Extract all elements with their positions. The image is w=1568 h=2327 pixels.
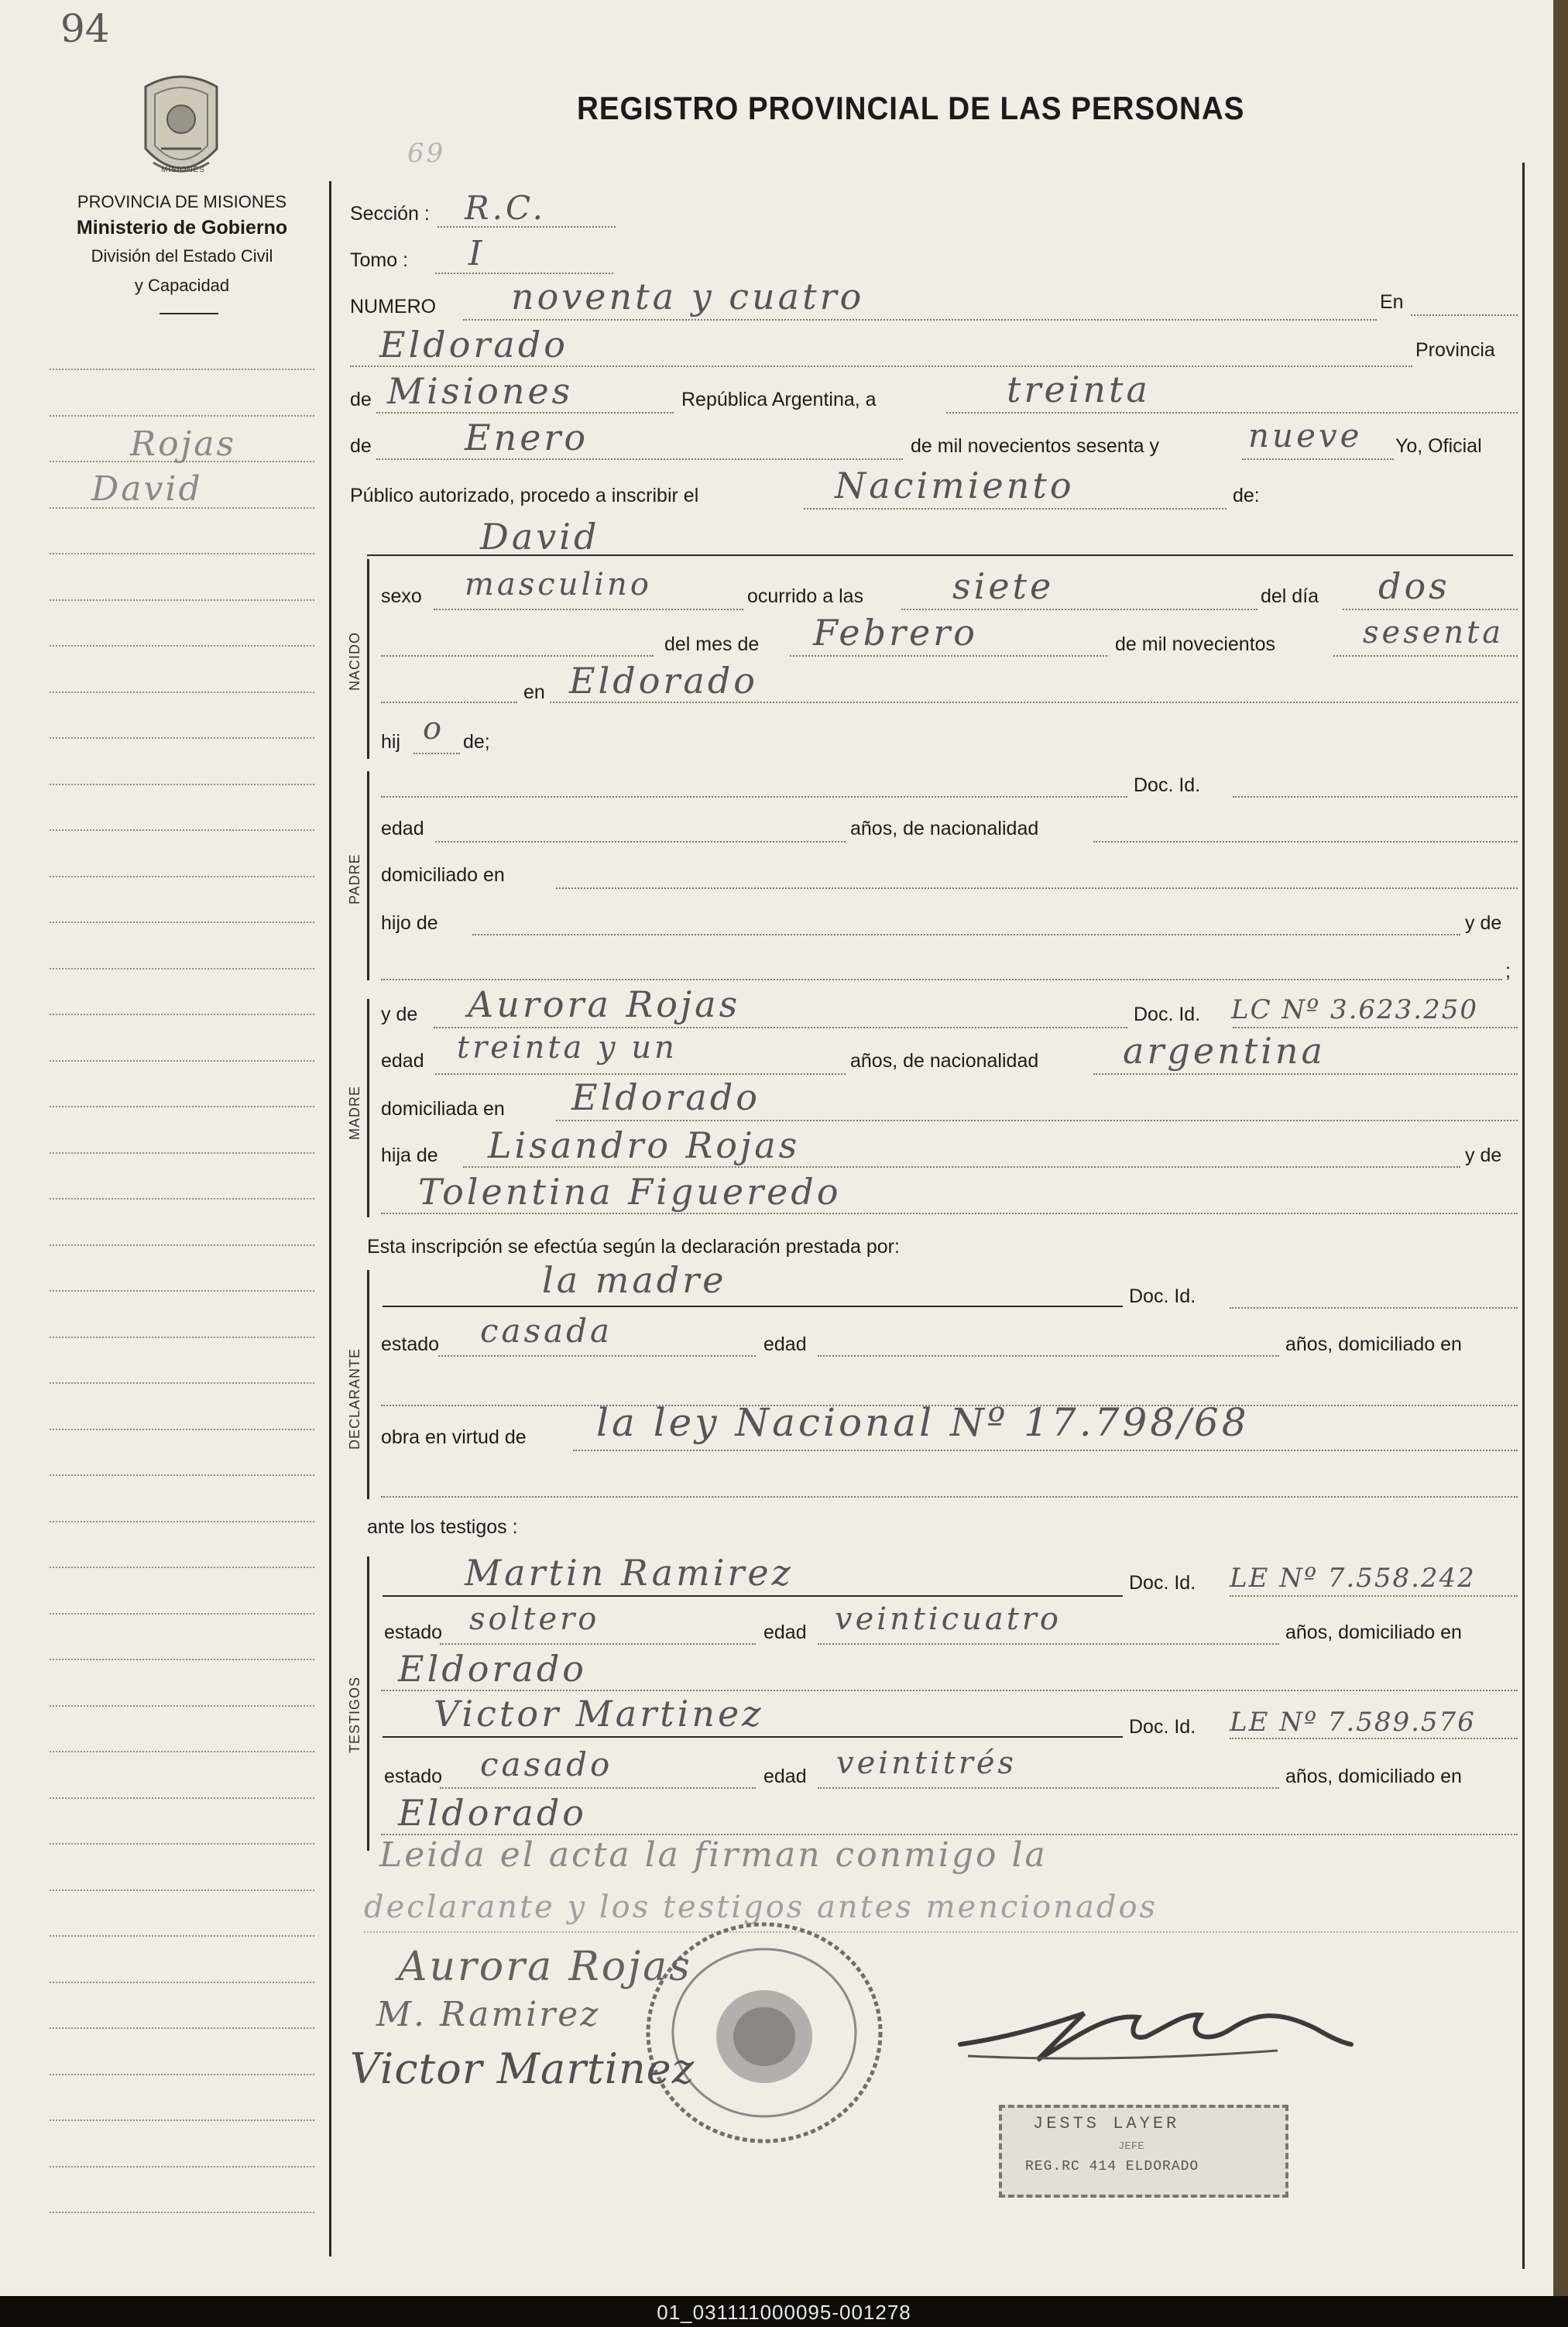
section-testigos: TESTIGOS (347, 1676, 362, 1753)
margin-divider (329, 181, 331, 2257)
closing-line-1: Leida el acta la firman conmigo la (379, 1835, 1048, 1875)
line-estado-testigo2 (440, 1787, 756, 1789)
margin-rule (50, 1567, 314, 1568)
margin-rule (50, 1060, 314, 1062)
margin-rule (50, 829, 314, 831)
margin-rule (50, 1613, 314, 1615)
document-title: REGISTRO PROVINCIAL DE LAS PERSONAS (577, 90, 1245, 126)
line-hora (901, 609, 1257, 610)
line-en-lead (381, 702, 517, 703)
line-padre-nombre (381, 796, 1127, 798)
margin-rule (50, 1152, 314, 1154)
value-testigo1-dom: Eldorado (398, 1648, 587, 1690)
margin-rule (50, 1935, 314, 1937)
label-estado-testigo1: estado (384, 1622, 443, 1643)
margin-rule (50, 2166, 314, 2167)
line-mes-nac (790, 655, 1107, 657)
label-del-dia: del día (1261, 585, 1319, 607)
value-tomo: I (468, 234, 485, 273)
line-anio-acta (1242, 458, 1394, 460)
margin-rule (50, 599, 314, 601)
line-doc-testigo1 (1230, 1595, 1518, 1597)
label-doc-declarante: Doc. Id. (1129, 1285, 1196, 1307)
line-nac-lead (381, 655, 654, 657)
line-doc-padre (1233, 796, 1518, 798)
value-dia-nac: dos (1378, 565, 1450, 607)
stamp-line-1: JESTS LAYER (1033, 2114, 1180, 2133)
margin-rule (50, 1474, 314, 1476)
label-seccion: Sección : (350, 203, 430, 225)
line-lugar (350, 366, 1412, 367)
margin-rule (50, 1521, 314, 1522)
line-estado-testigo1 (440, 1643, 756, 1645)
margin-rule (50, 784, 314, 785)
line-acto (804, 508, 1227, 510)
margin-rule (50, 968, 314, 970)
value-testigo2-edad: veintitrés (836, 1745, 1017, 1781)
line-lugar-nac (550, 702, 1518, 703)
provincial-crest (138, 71, 225, 189)
margin-rule (50, 645, 314, 647)
office-line-1: PROVINCIA DE MISIONES (77, 192, 287, 211)
line-mes-acta (376, 458, 903, 460)
value-madre-nac: argentina (1123, 1030, 1326, 1072)
label-doc-madre: Doc. Id. (1134, 1004, 1201, 1025)
margin-rule (50, 1337, 314, 1338)
line-provincia (376, 412, 674, 414)
label-mil-novecientos: de mil novecientos (1115, 633, 1276, 655)
margin-rule (50, 2212, 314, 2213)
margin-rule (50, 876, 314, 877)
margin-rule (50, 1982, 314, 1983)
bar-madre (367, 999, 369, 1217)
label-hija-de: hija de (381, 1145, 438, 1166)
line-dom-madre (556, 1120, 1518, 1121)
label-anos-dom-testigo2: años, domiciliado en (1285, 1766, 1462, 1787)
rule-testigo1 (383, 1595, 1123, 1597)
label-nac-madre: años, de nacionalidad (850, 1050, 1039, 1072)
value-testigo1-edad: veinticuatro (835, 1601, 1062, 1637)
value-madre-dom: Eldorado (571, 1076, 760, 1118)
value-mes-nac: Febrero (813, 612, 978, 654)
margin-rule (50, 369, 314, 370)
label-y-de-madre: y de (381, 1004, 418, 1025)
line-dom-testigo1 (381, 1690, 1518, 1691)
margin-rule (50, 1429, 314, 1430)
line-madre-madre (381, 1213, 1518, 1214)
office-line-2: Ministerio de Gobierno (76, 217, 288, 239)
label-de-1: de (350, 389, 372, 410)
value-testigo2-estado: casado (480, 1745, 613, 1783)
bar-declarante (367, 1270, 369, 1499)
line-doc-madre (1233, 1027, 1518, 1028)
label-y-de-padre: y de (1465, 912, 1502, 934)
value-anio-nac: sesenta (1363, 615, 1505, 650)
value-madre-doc: LC Nº 3.623.250 (1231, 994, 1478, 1025)
label-de-colon: de: (1233, 485, 1260, 506)
value-testigo2: Victor Martinez (434, 1693, 764, 1735)
line-dia-acta (946, 412, 1518, 414)
line-hij (413, 753, 460, 754)
label-dom-madre: domiciliada en (381, 1098, 505, 1120)
margin-rule (50, 922, 314, 923)
line-numero (463, 319, 1377, 321)
page-number: 94 (60, 6, 110, 51)
margin-rule (50, 1382, 314, 1384)
line-edad-testigo1 (818, 1643, 1279, 1645)
bar-padre (367, 771, 369, 980)
value-testigo2-dom: Eldorado (398, 1792, 587, 1834)
line-en-tail (1411, 314, 1518, 316)
value-madre-nombre: Aurora Rojas (468, 983, 741, 1025)
line-edad-padre (435, 841, 846, 843)
line-estado-declarante (438, 1355, 756, 1357)
crest-text: MISIONES (161, 166, 205, 174)
line-dia-nac (1343, 609, 1518, 610)
office-line-3: División del Estado Civil (91, 246, 273, 266)
label-ocurrido: ocurrido a las (747, 585, 864, 607)
margin-rule (50, 1290, 314, 1292)
label-edad-madre: edad (381, 1050, 424, 1072)
value-declarante-estado: casada (480, 1312, 613, 1350)
label-de-2: de (350, 435, 372, 457)
value-acto: Nacimiento (835, 465, 1075, 506)
label-edad-testigo1: edad (763, 1622, 807, 1643)
label-anos-dom-testigo1: años, domiciliado en (1285, 1622, 1462, 1643)
value-hora: siete (952, 565, 1055, 607)
value-testigo1-estado: soltero (469, 1601, 600, 1637)
margin-note-name: David (91, 469, 203, 509)
label-hij: hij (381, 731, 401, 753)
value-testigo1-doc: LE Nº 7.558.242 (1230, 1563, 1476, 1594)
bar-nacido (367, 559, 369, 759)
office-line-4: y Capacidad (134, 276, 230, 295)
label-edad-declarante: edad (763, 1333, 807, 1355)
line-obra (573, 1450, 1518, 1451)
value-mes-acta: Enero (465, 417, 589, 458)
label-anos-dom-declarante: años, domiciliado en (1285, 1333, 1462, 1355)
margin-rule (50, 2074, 314, 2075)
value-testigo2-doc: LE Nº 7.589.576 (1230, 1707, 1476, 1738)
value-madre-edad: treinta y un (457, 1030, 678, 1066)
margin-rule (50, 692, 314, 693)
section-padre: PADRE (347, 853, 362, 904)
right-border (1522, 163, 1525, 2269)
label-doc-padre: Doc. Id. (1134, 774, 1201, 796)
margin-rule (50, 1659, 314, 1660)
line-anio-nac (1333, 655, 1518, 657)
line-edad-madre (435, 1073, 846, 1075)
label-y-de-madre2: y de (1465, 1145, 1502, 1166)
label-estado-testigo2: estado (384, 1766, 443, 1787)
line-edad-declarante (818, 1355, 1279, 1357)
line-doc-testigo2 (1230, 1738, 1518, 1739)
line-hijo-de (472, 934, 1460, 935)
label-obra: obra en virtud de (381, 1426, 527, 1448)
line-nac-madre (1093, 1073, 1518, 1075)
label-publico: Público autorizado, procedo a inscribir el (350, 485, 699, 506)
signature-mother: Aurora Rojas (398, 1944, 692, 1990)
margin-rule (50, 1198, 314, 1200)
value-seccion: R.C. (465, 189, 546, 227)
section-madre: MADRE (347, 1085, 362, 1140)
value-numero: noventa y cuatro (511, 276, 865, 317)
value-sexo: masculino (465, 567, 652, 602)
label-del-mes: del mes de (664, 633, 760, 655)
stamp-line-2: JEFE (1118, 2140, 1144, 2153)
margin-note-faded: 69 (407, 138, 446, 169)
label-en-nac: en (523, 681, 545, 703)
label-en: En (1380, 291, 1404, 313)
label-provincia: Provincia (1415, 339, 1495, 361)
label-tomo: Tomo : (350, 249, 409, 271)
value-nombre: David (480, 516, 600, 558)
margin-rule (50, 553, 314, 554)
value-anio-acta: nueve (1248, 417, 1363, 455)
closing-line-2: declarante y los testigos antes mencionados (364, 1889, 1158, 1925)
label-sexo: sexo (381, 585, 422, 607)
scan-footer (0, 2296, 1568, 2327)
line-hija-de (463, 1166, 1460, 1168)
line-tomo (435, 273, 613, 274)
label-inscripcion: Esta inscripción se efectúa según la declaración prestada por: (367, 1236, 900, 1258)
line-edad-testigo2 (818, 1787, 1279, 1789)
margin-rule (50, 1014, 314, 1015)
signature-witness-2: Victor Martinez (350, 2044, 695, 2093)
margin-rule (50, 1244, 314, 1246)
rule-declarante (383, 1306, 1123, 1307)
section-nacido: NACIDO (347, 631, 362, 691)
line-sexo (434, 609, 743, 610)
binding-edge (1553, 0, 1568, 2327)
margin-rule (50, 1843, 314, 1845)
line-dom-padre (556, 887, 1518, 889)
label-ante-testigos: ante los testigos : (367, 1516, 518, 1538)
line-madre-nombre (434, 1027, 1127, 1028)
rule-nombre (367, 554, 1513, 556)
value-obra: la ley Nacional Nº 17.798/68 (596, 1400, 1250, 1445)
line-obra-2 (381, 1496, 1518, 1498)
value-madre-madre: Tolentina Figueredo (418, 1171, 842, 1213)
label-republica: República Argentina, a (681, 389, 877, 410)
value-madre-padre: Lisandro Rojas (488, 1124, 801, 1166)
margin-note-surname: Rojas (130, 424, 237, 464)
line-nac-padre (1093, 841, 1518, 843)
label-doc-testigo2: Doc. Id. (1129, 1716, 1196, 1738)
section-declarante: DECLARANTE (347, 1347, 362, 1450)
value-dia-acta: treinta (1007, 369, 1151, 410)
label-yo-oficial: Yo, Oficial (1395, 435, 1482, 457)
label-doc-testigo1: Doc. Id. (1129, 1572, 1196, 1594)
signature-witness-1: M. Ramirez (376, 1995, 601, 2034)
label-edad-testigo2: edad (763, 1766, 807, 1787)
value-provincia: Misiones (387, 370, 574, 412)
stamp-line-3: REG.RC 414 ELDORADO (1025, 2159, 1199, 2174)
line-padre-abuela (381, 979, 1502, 980)
label-hijo-de: hijo de (381, 912, 438, 934)
margin-rule (50, 2027, 314, 2029)
line-closing-2 (364, 1931, 1518, 1933)
official-stamp (999, 2105, 1288, 2198)
label-de-semi: de; (463, 731, 490, 753)
label-edad-padre: edad (381, 818, 424, 839)
official-signature (952, 1982, 1355, 2075)
label-dom-padre: domiciliado en (381, 864, 505, 886)
rule-testigo2 (383, 1736, 1123, 1738)
value-hijo-suffix: o (423, 711, 445, 746)
value-declarante: la madre (542, 1259, 727, 1301)
label-nac-padre: años, de nacionalidad (850, 818, 1039, 839)
margin-rule (50, 1705, 314, 1707)
value-lugar-nac: Eldorado (569, 660, 758, 702)
label-mil-sesenta: de mil novecientos sesenta y (911, 435, 1160, 457)
value-lugar: Eldorado (379, 324, 568, 366)
value-testigo1: Martin Ramirez (465, 1552, 794, 1594)
bar-testigos (367, 1556, 369, 1851)
margin-rule (50, 415, 314, 417)
margin-rule (50, 2119, 314, 2121)
label-estado-declarante: estado (381, 1333, 440, 1355)
margin-rule (50, 1797, 314, 1799)
label-numero: NUMERO (350, 296, 437, 317)
margin-rule (50, 737, 314, 739)
office-underline (160, 313, 218, 314)
line-doc-declarante (1230, 1307, 1518, 1309)
margin-rule (50, 1751, 314, 1752)
margin-rule (50, 1106, 314, 1107)
margin-rule (50, 1889, 314, 1891)
scan-id: 01_031111000095-001278 (657, 2301, 911, 2324)
label-semicolon: ; (1505, 960, 1511, 982)
